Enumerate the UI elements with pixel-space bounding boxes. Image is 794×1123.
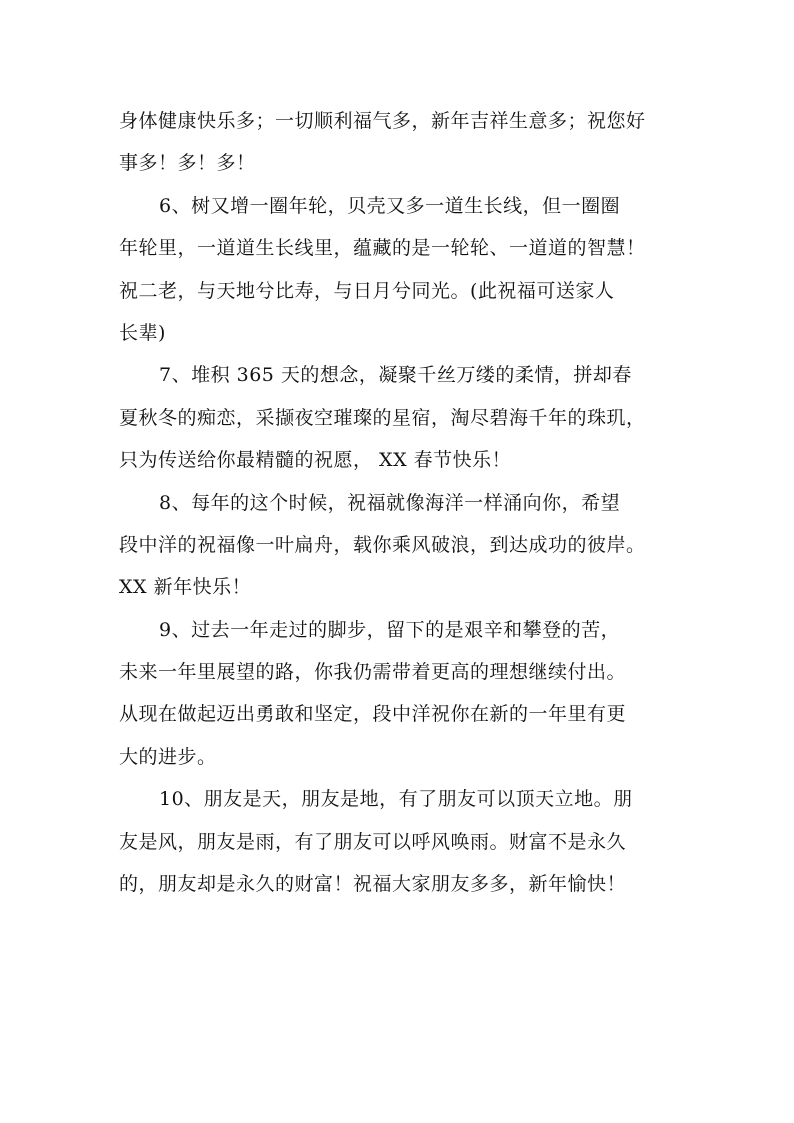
text-line: 段中洋的祝福像一叶扁舟，载你乘风破浪，到达成功的彼岸。 [119, 533, 646, 556]
text-line: 10、朋友是天，朋友是地，有了朋友可以顶天立地。朋 [159, 788, 633, 811]
text-line: 从现在做起迈出勇敢和坚定，段中洋祝你在新的一年里有更 [119, 703, 627, 726]
paragraph-9 [119, 609, 679, 779]
text-line: 祝二老，与天地兮比寿，与日月兮同光。(此祝福可送家人 [119, 279, 615, 302]
text-line: 8、每年的这个时候，祝福就像海洋一样涌向你，希望 [159, 491, 621, 514]
text-line: 事多！多！多！ [119, 152, 256, 175]
paragraph-8 [119, 482, 679, 609]
text-line: 9、过去一年走过的脚步，留下的是艰辛和攀登的苦， [159, 618, 621, 641]
text-line: 只为传送给你最精髓的祝愿， XX 春节快乐！ [119, 449, 512, 472]
paragraph-5-continuation [119, 100, 679, 185]
document-body [119, 100, 679, 905]
text-line: 6、树又增一圈年轮，贝壳又多一道生长线，但一圈圈 [159, 194, 621, 217]
text-line: 长辈) [119, 321, 166, 344]
text-line: 夏秋冬的痴恋，采撷夜空璀璨的星宿，淘尽碧海千年的珠玑， [119, 406, 646, 429]
paragraph-7 [119, 354, 679, 481]
text-line: 大的进步。 [119, 745, 217, 768]
text-line: 的，朋友却是永久的财富！祝福大家朋友多多，新年愉快！ [119, 873, 627, 896]
text-line: 年轮里，一道道生长线里，蕴藏的是一轮轮、一道道的智慧！ [119, 237, 646, 260]
text-line: 7、堆积 365 天的想念，凝聚千丝万缕的柔情，拼却春 [159, 364, 632, 387]
text-line: 身体健康快乐多；一切顺利福气多，新年吉祥生意多；祝您好 [119, 110, 646, 132]
text-line: 友是风，朋友是雨，有了朋友可以呼风唤雨。财富不是永久 [119, 830, 627, 853]
text-line: 未来一年里展望的路，你我仍需带着更高的理想继续付出。 [119, 661, 627, 684]
text-line: XX 新年快乐！ [119, 576, 252, 599]
paragraph-6 [119, 185, 679, 355]
paragraph-10 [119, 778, 679, 905]
